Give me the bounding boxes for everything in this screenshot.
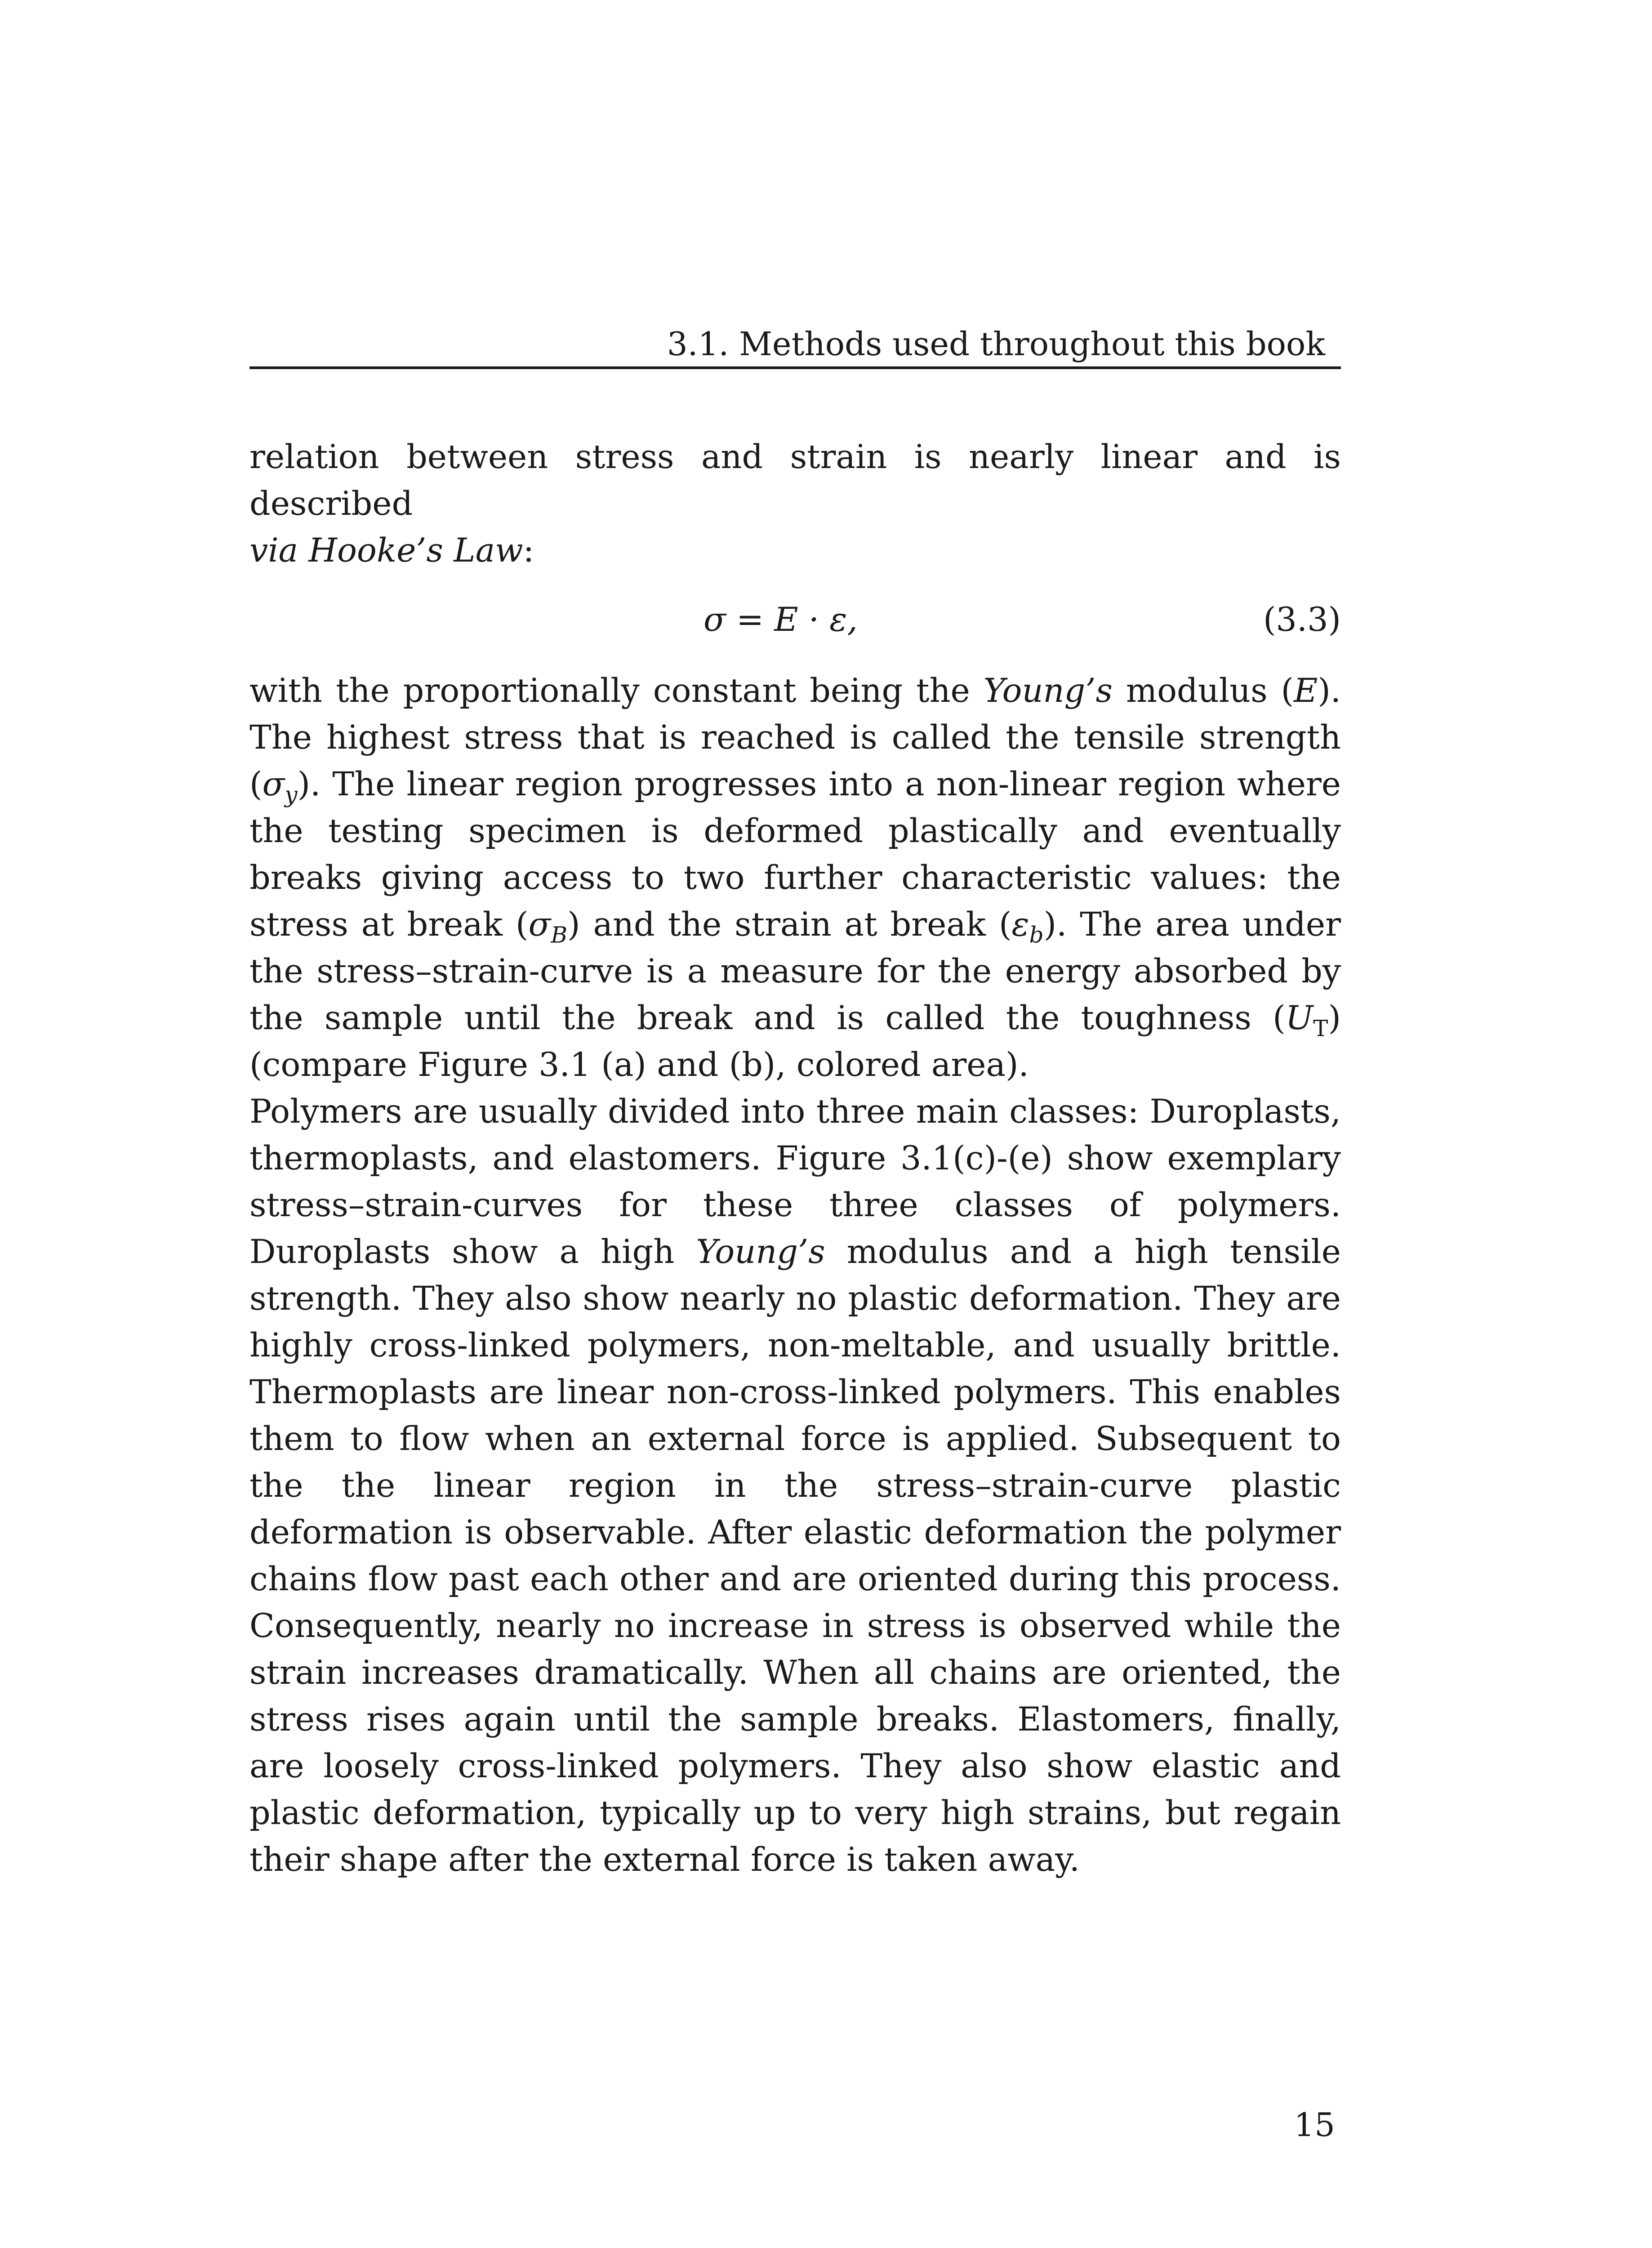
paragraph-polymer-classes bbox=[249, 1088, 1341, 1883]
page-number: 15 bbox=[1294, 2106, 1335, 2144]
paragraph-text: relation between stress and strain is nearly linear and is described bbox=[249, 438, 1341, 523]
subscript-T: T bbox=[1313, 1015, 1328, 1042]
subscript-y: y bbox=[285, 781, 298, 808]
subscript-B: B bbox=[551, 922, 568, 948]
text-run: ) (compare Figure 3.1 (a) and (b), colored area). bbox=[249, 999, 1341, 1084]
subscript-b: b bbox=[1029, 922, 1044, 948]
equation-number: (3.3) bbox=[1263, 601, 1341, 639]
colon: : bbox=[523, 531, 534, 570]
text-run: Polymers are usually divided into three main classes: Duroplasts, thermoplasts, and elastomers. Figure 3.1(c)-(e) show exemplary stress–strain-curves for these three classes of polymers. Duroplasts show a high bbox=[249, 1093, 1341, 1271]
text-run: modulus and a high tensile strength. They also show nearly no plastic deformation. They are highly cross-linked polymers, non-meltable, and usually brittle. Thermoplasts are linear non-cross-linked polymers. This enables them to flow when an external force is applied. Subsequent to the the linear region in the stress–strain-curve plastic deformation is observable. After elastic deformation the polymer chains flow past each other and are oriented during this process. Consequently, nearly no increase in stress is observed while the strain increases dramatically. When all chains are oriented, the stress rises again until the sample breaks. Elastomers, finally, are loosely cross-linked polymers. They also show elastic and plastic deformation, typically up to very high strains, but regain their shape after the external force is taken away. bbox=[249, 1233, 1341, 1879]
youngs-term: Young’s bbox=[696, 1233, 825, 1271]
running-header bbox=[249, 315, 1341, 369]
text-run: with the proportionally constant being the bbox=[249, 672, 984, 710]
paragraph-stress-strain-values bbox=[249, 668, 1341, 1088]
text-run: ). The linear region progresses into a non-linear region where the testing specimen is deformed plastically and eventually breaks giving access to two further characteristic values: the stress at break ( bbox=[249, 765, 1341, 944]
text-run: ). The highest stress that is reached is called the tensile strength ( bbox=[249, 672, 1341, 803]
symbol-U: U bbox=[1285, 999, 1314, 1037]
equation-block bbox=[249, 574, 1341, 668]
equation-expression: σ = E · ε, bbox=[704, 601, 858, 639]
symbol-sigma-b: σ bbox=[528, 905, 551, 944]
hookes-law-term: via Hooke’s Law bbox=[249, 531, 523, 570]
text-run: modulus ( bbox=[1112, 672, 1294, 710]
symbol-E: E bbox=[1294, 672, 1318, 710]
youngs-term: Young’s bbox=[983, 672, 1113, 710]
symbol-epsilon: ε bbox=[1011, 905, 1029, 944]
symbol-sigma: σ bbox=[262, 765, 285, 803]
text-run: ). The area under the stress–strain-curve is a measure for the energy absorbed by the sample until the break and is called the toughness ( bbox=[249, 905, 1341, 1037]
running-header-title: 3.1. Methods used throughout this book bbox=[667, 325, 1325, 363]
text-run: ) and the strain at break ( bbox=[567, 905, 1012, 944]
page-body bbox=[249, 434, 1341, 1883]
paragraph-hookes-law-intro bbox=[249, 434, 1341, 574]
